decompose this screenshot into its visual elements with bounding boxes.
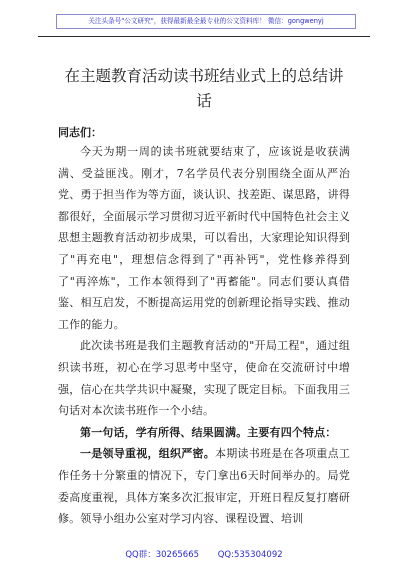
footer-qq-group: QQ群：30265665 [125, 550, 200, 560]
document-body [58, 141, 350, 530]
paragraph-2: 此次读书班是我们主题教育活动的"开局工程"，通过组织读书班，初心在学习思考中坚守，使命在交流研讨中增强，信心在共学共识中凝聚，实现了既定目标。下面我用三句话对本次读书班作一个小结。 [58, 339, 350, 418]
paragraph-4 [58, 443, 350, 529]
document-title: 在主题教育活动读书班结业式上的总结讲话 [64, 67, 344, 111]
footer [0, 548, 408, 560]
paragraph-3-text: 第一句话，学有所得、结果圆满。主要有四个特点： [80, 425, 337, 439]
salutation: 同志们： [58, 126, 102, 139]
paragraph-3 [58, 422, 350, 444]
paragraph-4-lead: 一是领导重视，组织严密。 [80, 447, 216, 461]
paragraph-4-text: 本期读书班是在各项重点工作任务十分繁重的情况下，专门拿出6天时间举办的。局党委高度重视，具体方案多次汇报审定，开班日程反复打磨研修。领导小组办公室对学习内容、课程设置、培训 [58, 447, 350, 526]
paragraph-1: 今天为期一周的读书班就要结束了，应该说是收获满满、受益匪浅。刚才，7名学员代表分别围绕全面从严治党、勇于担当作为等方面，谈认识、找差距、谋思路，讲得都很好，全面展示学习贯彻习近平新时代中国特色社会主义思想主题教育活动初步成果，可以看出，大家理论知识得到了"再充电"，理想信念得到了"再补钙"，党性修养得到了"再淬炼"，工作本领得到了"再蓄能"。同志们要认真借鉴、相互启发，不断提高运用党的创新理论指导实践、推动工作的能力。 [58, 145, 350, 331]
header-rule [38, 36, 370, 37]
footer-qq: QQ:535304092 [217, 550, 283, 560]
header-banner: 关注头条号"公文研究"，获得最新最全最专业的公文资料库！ 微信：gongwenyj [56, 14, 356, 29]
